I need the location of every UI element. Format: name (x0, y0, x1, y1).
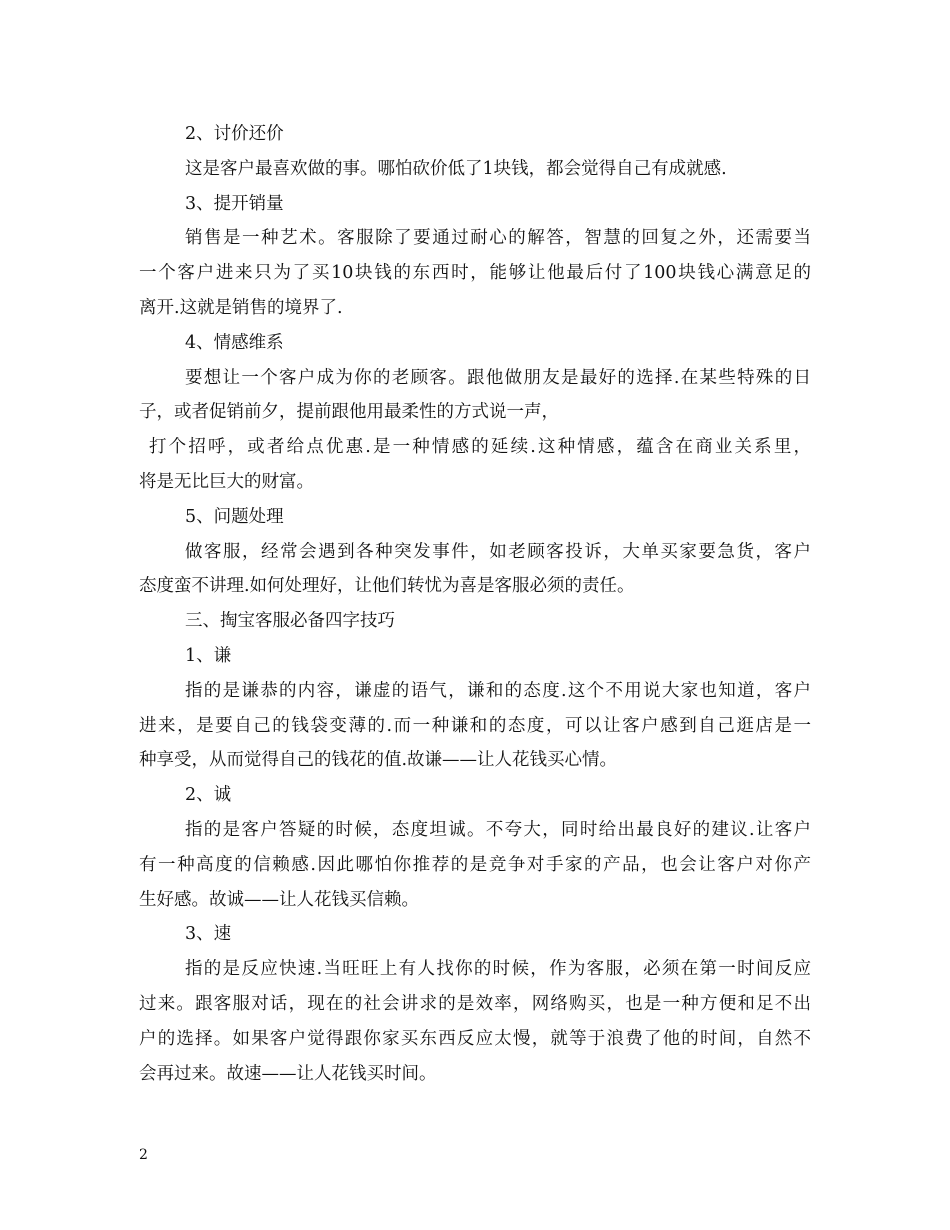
text-line: 指的是谦恭的内容，谦虚的语气，谦和的态度.这个不用说大家也知道，客户 (185, 680, 811, 701)
text-line: 1、谦 (185, 645, 232, 666)
text-line: 将是无比巨大的财富。 (139, 471, 314, 492)
text-line: 2、诚 (185, 785, 232, 806)
text-line: 5、问题处理 (185, 506, 284, 527)
text-line: 户的选择。如果客户觉得跟你家买东西反应太慢，就等于浪费了他的时间，自然不 (139, 1028, 811, 1049)
text-line: 过来。跟客服对话，现在的社会讲求的是效率，网络购买，也是一种方便和足不出 (139, 993, 811, 1014)
text-line: 这是客户最喜欢做的事。哪怕砍价低了1块钱，都会觉得自己有成就感. (185, 158, 727, 179)
text-line: 离开.这就是销售的境界了. (139, 297, 343, 318)
text-line: 4、情感维系 (185, 332, 284, 353)
text-line: 生好感。故诚——让人花钱买信赖。 (139, 889, 419, 910)
text-line: 进来，是要自己的钱袋变薄的.而一种谦和的态度，可以让客户感到自己逛店是一 (139, 715, 811, 736)
text-line: 要想让一个客户成为你的老顾客。跟他做朋友是最好的选择.在某些特殊的日 (185, 367, 811, 388)
text-line: 2、讨价还价 (185, 124, 284, 144)
text-line: 种享受，从而觉得自己的钱花的值.故谦——让人花钱买心情。 (139, 750, 618, 771)
text-line: 3、提开销量 (185, 193, 284, 214)
text-line: 三、掏宝客服必备四字技巧 (185, 611, 395, 632)
text-line: 指的是客户答疑的时候，态度坦诚。不夸大，同时给出最良好的建议.让客户 (185, 819, 811, 840)
text-line: 会再过来。故速——让人花钱买时间。 (139, 1063, 437, 1084)
page-number: 2 (139, 1147, 148, 1163)
text-line: 销售是一种艺术。客服除了要通过耐心的解答，智慧的回复之外，还需要当 (185, 228, 811, 249)
text-line: 打个招呼，或者给点优惠.是一种情感的延续.这种情感，蕴含在商业关系里， (149, 437, 811, 458)
text-line: 指的是反应快速.当旺旺上有人找你的时候，作为客服，必须在第一时间反应 (185, 959, 811, 980)
text-line: 有一种高度的信赖感.因此哪怕你推荐的是竞争对手家的产品，也会让客户对你产 (139, 854, 811, 875)
document-body (139, 117, 811, 1091)
text-line: 做客服，经常会遇到各种突发事件，如老顾客投诉，大单买家要急货，客户 (185, 541, 811, 562)
text-line: 一个客户进来只为了买10块钱的东西时，能够让他最后付了100块钱心满意足的 (139, 263, 811, 284)
text-line: 子，或者促销前夕，提前跟他用最柔性的方式说一声， (139, 402, 559, 423)
text-line: 态度蛮不讲理.如何处理好，让他们转忧为喜是客服必须的责任。 (139, 576, 635, 597)
text-line: 3、速 (185, 924, 232, 945)
